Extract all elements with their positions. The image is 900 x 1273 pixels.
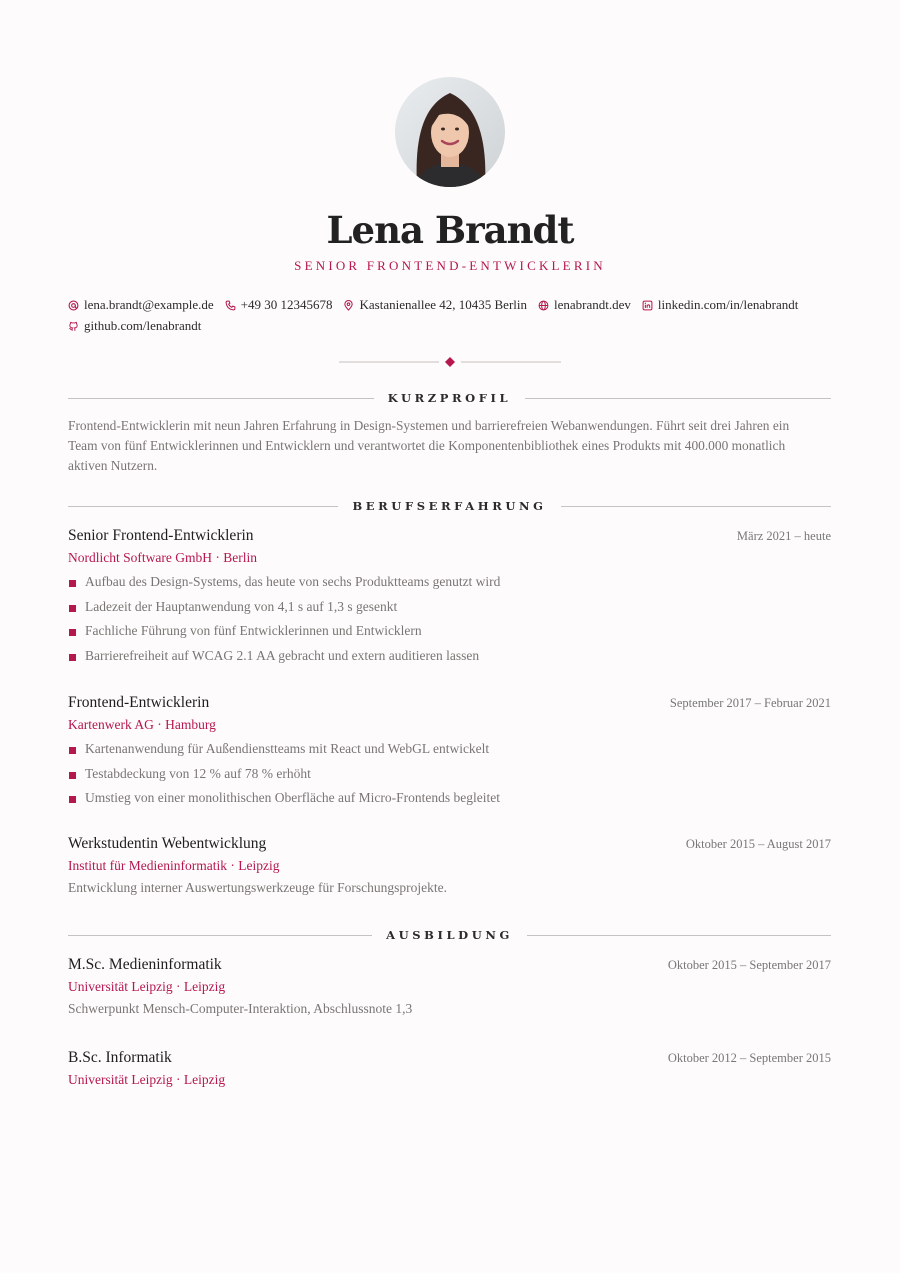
achievement-list xyxy=(68,570,831,668)
experience-entry xyxy=(68,694,831,811)
profile-photo xyxy=(395,77,505,187)
bullet-square-icon xyxy=(69,580,76,587)
profile-summary: Frontend-Entwicklerin mit neun Jahren Erfahrung in Design-Systemen und barrierefreien Webanwendungen. Führt seit drei Jahren ein Team von fünf Entwicklerinnen und Entwicklern und verantwortet die Komponentenbibliothek eines Produkts mit 400.000 monatlich aktiven Nutzern. xyxy=(68,418,790,473)
list-item xyxy=(68,570,831,595)
entry-organization: Institut für Medieninformatik · Leipzig xyxy=(68,858,280,873)
entry-organization: Nordlicht Software GmbH · Berlin xyxy=(68,550,257,565)
education-entry xyxy=(68,956,831,1017)
bullet-square-icon xyxy=(69,796,76,803)
contact-github[interactable] xyxy=(68,318,201,334)
contact-email[interactable] xyxy=(68,297,214,313)
section-heading-education xyxy=(68,927,831,943)
candidate-name: Lena Brandt xyxy=(326,208,574,252)
job-title: SENIOR FRONTEND-ENTWICKLERIN xyxy=(294,258,606,273)
contact-github-text: github.com/lenabrandt xyxy=(84,318,202,333)
list-item xyxy=(68,762,831,787)
entry-date: September 2017 – Februar 2021 xyxy=(669,696,831,710)
entry-title: M.Sc. Medieninformatik xyxy=(68,956,222,973)
contact-address xyxy=(343,297,527,313)
heading-rule-left xyxy=(68,506,338,507)
github-icon xyxy=(68,321,79,332)
list-item-text: Aufbau des Design-Systems, das heute von sechs Produktteams genutzt wird xyxy=(85,574,501,589)
section-title: BERUFSERFAHRUNG xyxy=(352,499,547,513)
experience-entry xyxy=(68,527,831,668)
contact-list xyxy=(68,297,838,334)
linkedin-icon xyxy=(642,300,653,311)
list-item-text: Testabdeckung von 12 % auf 78 % erhöht xyxy=(85,765,311,781)
heading-rule-right xyxy=(561,506,831,507)
list-item xyxy=(68,644,831,669)
heading-rule-right xyxy=(527,935,831,936)
contact-linkedin-text: linkedin.com/in/lenabrandt xyxy=(657,297,799,312)
entry-date: März 2021 – heute xyxy=(736,529,831,543)
entry-title: Frontend-Entwicklerin xyxy=(68,694,210,711)
entry-description: Entwicklung interner Auswertungswerkzeuge für Forschungsprojekte. xyxy=(68,880,448,895)
phone-icon xyxy=(225,300,236,311)
list-item xyxy=(68,595,831,620)
heading-rule-left xyxy=(68,398,374,399)
bullet-square-icon xyxy=(69,629,76,636)
list-item xyxy=(68,737,831,762)
entry-date: Oktober 2015 – August 2017 xyxy=(685,837,831,851)
list-item-text: Kartenanwendung für Außendienstteams mit React und WebGL entwickelt xyxy=(85,741,490,756)
list-item-text: Ladezeit der Hauptanwendung von 4,1 s auf 1,3 s gesenkt xyxy=(85,598,398,614)
location-pin-icon xyxy=(343,300,354,311)
contact-website-text: lenabrandt.dev xyxy=(554,297,631,312)
experience-entry xyxy=(68,835,831,896)
entry-date: Oktober 2012 – September 2015 xyxy=(667,1051,831,1065)
entry-title: Senior Frontend-Entwicklerin xyxy=(68,527,254,544)
bullet-square-icon xyxy=(69,747,76,754)
at-icon xyxy=(68,300,79,311)
list-item-text: Umstieg von einer monolithischen Oberfläche auf Micro-Frontends begleitet xyxy=(85,790,501,806)
list-item-text: Fachliche Führung von fünf Entwicklerinnen und Entwicklern xyxy=(85,623,422,639)
bullet-square-icon xyxy=(69,772,76,779)
entry-description: Schwerpunkt Mensch-Computer-Interaktion, Abschlussnote 1,3 xyxy=(68,1001,413,1016)
section-title: KURZPROFIL xyxy=(387,391,512,405)
entry-organization: Kartenwerk AG · Hamburg xyxy=(68,717,216,732)
entry-title: B.Sc. Informatik xyxy=(68,1049,172,1066)
section-heading-profile xyxy=(68,390,831,406)
list-item-text: Barrierefreiheit auf WCAG 2.1 AA gebracht und extern auditieren lassen xyxy=(85,647,480,663)
entry-organization: Universität Leipzig · Leipzig xyxy=(68,1072,226,1087)
contact-phone[interactable] xyxy=(225,297,333,313)
ornament-divider xyxy=(339,355,561,369)
heading-rule-left xyxy=(68,935,372,936)
heading-rule-right xyxy=(525,398,831,399)
contact-linkedin[interactable] xyxy=(642,297,798,313)
entry-organization: Universität Leipzig · Leipzig xyxy=(68,979,226,994)
entry-title: Werkstudentin Webentwicklung xyxy=(68,835,267,852)
list-item xyxy=(68,619,831,644)
contact-address-text: Kastanienallee 42, 10435 Berlin xyxy=(359,297,527,312)
bullet-square-icon xyxy=(69,605,76,612)
education-entry xyxy=(68,1049,831,1088)
list-item xyxy=(68,786,831,811)
bullet-square-icon xyxy=(69,654,76,661)
contact-website[interactable] xyxy=(538,297,631,313)
contact-phone-text: +49 30 12345678 xyxy=(240,297,333,312)
contact-email-text: lena.brandt@example.de xyxy=(84,297,214,312)
achievement-list xyxy=(68,737,831,811)
section-title: AUSBILDUNG xyxy=(386,928,513,942)
globe-icon xyxy=(538,300,549,311)
entry-date: Oktober 2015 – September 2017 xyxy=(667,958,831,972)
section-heading-experience xyxy=(68,498,831,514)
